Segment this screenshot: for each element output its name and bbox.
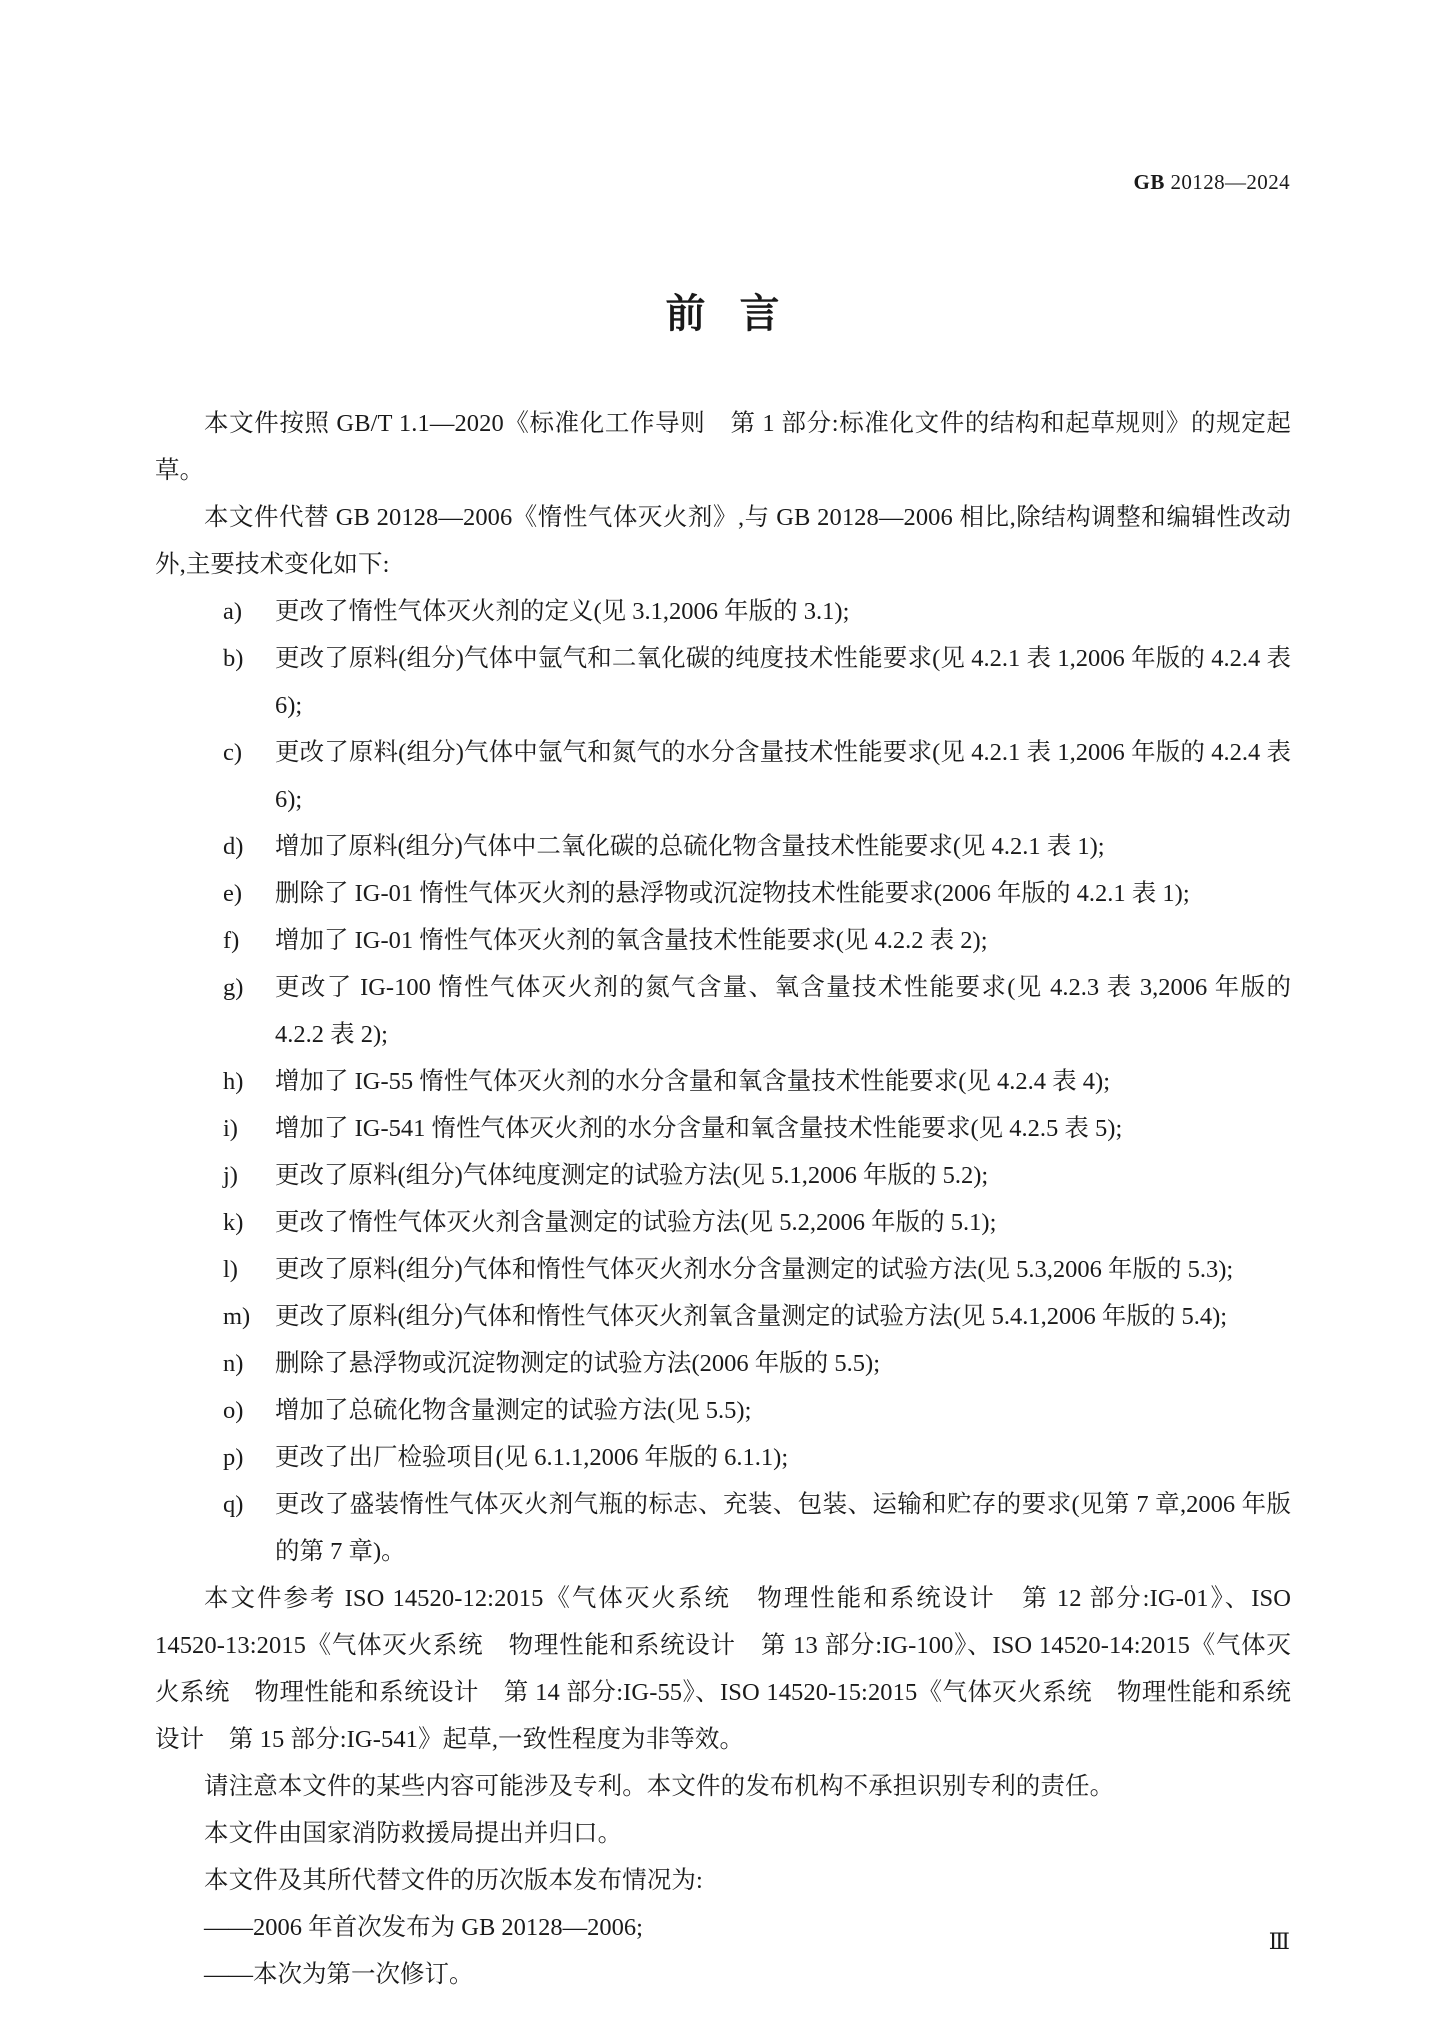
foreword-body <box>155 400 1291 1998</box>
list-item <box>155 635 1291 729</box>
standard-number: 20128—2024 <box>1164 170 1290 194</box>
list-item <box>155 588 1291 635</box>
list-marker: m) <box>223 1303 251 1330</box>
list-item-text: 更改了惰性气体灭火剂的定义(见 3.1,2006 年版的 3.1); <box>275 598 850 625</box>
standard-prefix: GB <box>1133 170 1165 194</box>
list-marker: p) <box>223 1444 244 1471</box>
list-marker: a) <box>223 598 243 625</box>
list-item-text: 更改了原料(组分)气体中氩气和氮气的水分含量技术性能要求(见 4.2.1 表 1,2006 年版的 4.2.4 表 6); <box>275 739 1291 813</box>
paragraph-drafting-rule: 本文件按照 GB/T 1.1—2020《标准化工作导则 第 1 部分:标准化文件的结构和起草规则》的规定起草。 <box>155 410 1291 484</box>
list-marker: k) <box>223 1209 244 1236</box>
list-item-text: 删除了悬浮物或沉淀物测定的试验方法(2006 年版的 5.5); <box>275 1350 880 1377</box>
list-item-text: 更改了原料(组分)气体中氩气和二氧化碳的纯度技术性能要求(见 4.2.1 表 1,2006 年版的 4.2.4 表 6); <box>275 645 1291 719</box>
list-item-text: 增加了 IG-541 惰性气体灭火剂的水分含量和氧含量技术性能要求(见 4.2.5 表 5); <box>275 1115 1123 1142</box>
paragraph-iso-reference: 本文件参考 ISO 14520-12:2015《气体灭火系统 物理性能和系统设计 第 12 部分:IG-01》、ISO 14520-13:2015《气体灭火系统 物理性能和系统设计 第 13 部分:IG-100》、ISO 14520-14:2015《气体灭火系统 物理性能和系统设计 第 14 部分:IG-55》、ISO 14520-15:2015《气体灭火系统 物理性能和系统设计 第 15 部分:IG-541》起草,一致性程度为非等效。 <box>155 1585 1291 1753</box>
version-history-item: ——本次为第一次修订。 <box>204 1961 474 1988</box>
list-marker: i) <box>223 1115 238 1142</box>
list-item <box>155 1434 1291 1481</box>
list-marker: o) <box>223 1397 244 1424</box>
list-marker: h) <box>223 1068 244 1095</box>
list-item <box>155 1058 1291 1105</box>
list-item-text: 增加了总硫化物含量测定的试验方法(见 5.5); <box>275 1397 752 1424</box>
list-marker: c) <box>223 739 243 766</box>
list-item <box>155 1246 1291 1293</box>
technical-changes-list <box>155 588 1291 1575</box>
list-item <box>155 917 1291 964</box>
list-item <box>155 823 1291 870</box>
list-item <box>155 1152 1291 1199</box>
list-item <box>155 964 1291 1058</box>
list-item <box>155 870 1291 917</box>
list-marker: l) <box>223 1256 238 1283</box>
list-item-text: 更改了原料(组分)气体和惰性气体灭火剂氧含量测定的试验方法(见 5.4.1,2006 年版的 5.4); <box>275 1303 1228 1330</box>
list-item <box>155 1387 1291 1434</box>
list-marker: j) <box>223 1162 238 1189</box>
list-marker: b) <box>223 645 244 672</box>
list-marker: g) <box>223 974 244 1001</box>
list-item-text: 增加了 IG-55 惰性气体灭火剂的水分含量和氧含量技术性能要求(见 4.2.4 表 4); <box>275 1068 1111 1095</box>
version-history-item: ——2006 年首次发布为 GB 20128—2006; <box>204 1914 643 1941</box>
list-item-text: 更改了盛装惰性气体灭火剂气瓶的标志、充装、包装、运输和贮存的要求(见第 7 章,2006 年版的第 7 章)。 <box>275 1491 1291 1565</box>
list-marker: q) <box>223 1491 244 1518</box>
list-item-text: 更改了出厂检验项目(见 6.1.1,2006 年版的 6.1.1); <box>275 1444 789 1471</box>
list-item <box>155 1340 1291 1387</box>
paragraph-patent-notice: 请注意本文件的某些内容可能涉及专利。本文件的发布机构不承担识别专利的责任。 <box>204 1773 1115 1800</box>
list-item-text: 更改了原料(组分)气体和惰性气体灭火剂水分含量测定的试验方法(见 5.3,2006 年版的 5.3); <box>275 1256 1234 1283</box>
list-marker: n) <box>223 1350 244 1377</box>
list-item <box>155 1481 1291 1575</box>
list-item-text: 删除了 IG-01 惰性气体灭火剂的悬浮物或沉淀物技术性能要求(2006 年版的 4.2.1 表 1); <box>275 880 1190 907</box>
list-item-text: 更改了惰性气体灭火剂含量测定的试验方法(见 5.2,2006 年版的 5.1); <box>275 1209 997 1236</box>
list-item <box>155 1199 1291 1246</box>
list-marker: f) <box>223 927 240 954</box>
page-title: 前言 <box>665 290 814 337</box>
list-marker: e) <box>223 880 243 907</box>
list-item-text: 更改了 IG-100 惰性气体灭火剂的氮气含量、氧含量技术性能要求(见 4.2.3 表 3,2006 年版的 4.2.2 表 2); <box>275 974 1291 1048</box>
list-item-text: 增加了 IG-01 惰性气体灭火剂的氧含量技术性能要求(见 4.2.2 表 2); <box>275 927 988 954</box>
paragraph-version-history-intro: 本文件及其所代替文件的历次版本发布情况为: <box>204 1867 703 1894</box>
list-item <box>155 729 1291 823</box>
running-header <box>1134 170 1291 195</box>
paragraph-replaces: 本文件代替 GB 20128—2006《惰性气体灭火剂》,与 GB 20128—2006 相比,除结构调整和编辑性改动外,主要技术变化如下: <box>155 504 1291 578</box>
paragraph-proposed-by: 本文件由国家消防救援局提出并归口。 <box>204 1820 623 1847</box>
list-marker: d) <box>223 833 244 860</box>
list-item <box>155 1105 1291 1152</box>
page-number: Ⅲ <box>1268 1929 1290 1954</box>
list-item-text: 更改了原料(组分)气体纯度测定的试验方法(见 5.1,2006 年版的 5.2); <box>275 1162 989 1189</box>
list-item <box>155 1293 1291 1340</box>
list-item-text: 增加了原料(组分)气体中二氧化碳的总硫化物含量技术性能要求(见 4.2.1 表 1); <box>275 833 1105 860</box>
